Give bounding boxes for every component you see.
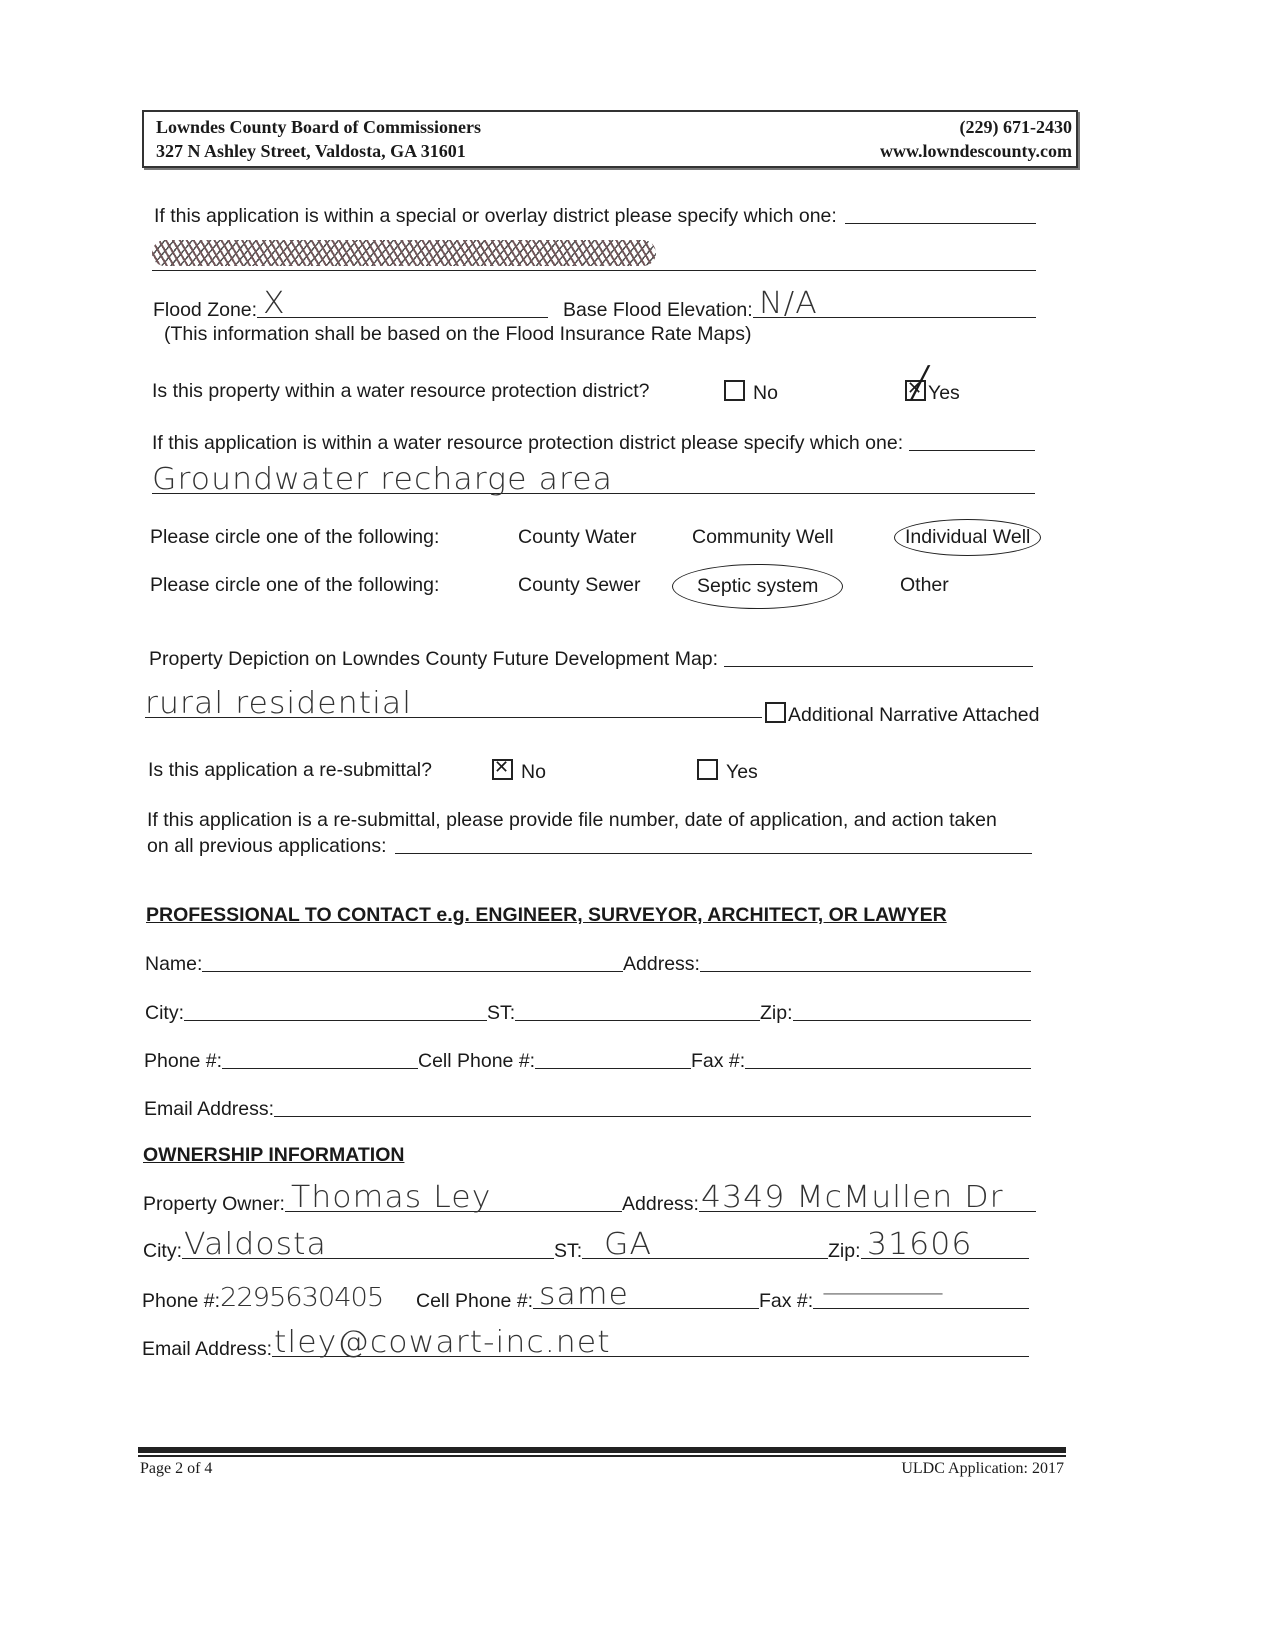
owner-st-field (554, 1227, 828, 1263)
owner-email-field (142, 1325, 1029, 1361)
option-individual-well-circled[interactable]: Individual Well (894, 519, 1041, 556)
no-label: No (753, 382, 778, 404)
flood-zone-label: Flood Zone: (153, 299, 258, 321)
owner-email-input[interactable] (272, 1325, 1029, 1360)
owner-cell-value: same (539, 1277, 630, 1312)
label: Email Address: (142, 1338, 273, 1360)
pro-phone-field (144, 1043, 418, 1073)
label: Address: (623, 953, 700, 975)
label: Cell Phone #: (416, 1290, 534, 1312)
resubmittal-yes[interactable] (697, 759, 758, 784)
flood-note: (This information shall be based on the Flood Insurance Rate Maps) (164, 323, 752, 345)
footer-rule-thin (138, 1455, 1066, 1457)
no-label: No (521, 761, 546, 783)
pro-email-input[interactable] (274, 1086, 1031, 1117)
details-input[interactable] (395, 823, 1032, 854)
label: City: (143, 1240, 182, 1262)
pro-cell-field (418, 1043, 691, 1073)
owner-fax-value: — (817, 1281, 956, 1306)
pro-email-field (144, 1091, 1031, 1121)
water-district-no[interactable] (724, 380, 778, 405)
pro-city-field (145, 995, 487, 1025)
water-source-label: Please circle one of the following: (150, 526, 440, 548)
label: Address: (622, 1193, 699, 1215)
check-mark-icon: ╱ (911, 367, 930, 400)
fdm-label: Property Depiction on Lowndes County Future Development Map: (149, 648, 719, 670)
sewer-label: Please circle one of the following: (150, 574, 440, 596)
owner-fax-input[interactable] (813, 1278, 1029, 1309)
owner-city-input[interactable] (182, 1227, 554, 1262)
owner-address-input[interactable] (699, 1180, 1036, 1215)
water-district-yes[interactable] (905, 367, 960, 405)
pro-st-input[interactable] (515, 990, 760, 1021)
owner-city-field (143, 1227, 554, 1263)
flood-zone-input[interactable] (257, 286, 548, 321)
owner-cell-input[interactable] (533, 1277, 759, 1312)
org-phone: (229) 671-2430 (959, 117, 1072, 137)
pro-zip-field (760, 995, 1031, 1025)
page-number: Page 2 of 4 (140, 1460, 213, 1477)
pro-phone-input[interactable] (222, 1038, 418, 1069)
pro-fax-field (691, 1043, 1031, 1073)
water-district-value: Groundwater recharge area (152, 462, 614, 497)
narrative-attached[interactable] (765, 702, 1039, 727)
fdm-answer (145, 686, 762, 722)
bfe-input[interactable] (753, 286, 1036, 321)
owner-zip-value: 31606 (866, 1227, 972, 1262)
scribbled-out-text (152, 240, 656, 266)
label: Zip: (828, 1240, 861, 1262)
owner-input[interactable] (285, 1180, 622, 1215)
owner-email-value: tley@cowart-inc.net (274, 1325, 611, 1360)
overlay-line[interactable] (845, 193, 1036, 224)
water-district-answer (152, 462, 1035, 498)
water-district-input[interactable] (152, 462, 1035, 497)
pro-name-field (145, 946, 623, 976)
owner-cell-field (416, 1277, 759, 1313)
form-id: ULDC Application: 2017 (901, 1460, 1064, 1477)
resubmittal-no[interactable] (492, 759, 546, 784)
pro-address-field (623, 946, 1031, 976)
pro-st-field (487, 995, 760, 1025)
yes-label: Yes (726, 761, 758, 783)
option-county-sewer[interactable]: County Sewer (518, 574, 641, 596)
pro-city-input[interactable] (184, 990, 487, 1021)
overlay-answer-line (152, 270, 1036, 271)
owner-phone-value: 2295630405 (220, 1283, 384, 1313)
label: Email Address: (144, 1098, 275, 1120)
label: Fax #: (759, 1290, 814, 1312)
overlay-field (154, 198, 1036, 228)
pro-zip-input[interactable] (793, 990, 1031, 1021)
label: Property Owner: (143, 1193, 285, 1215)
option-community-well[interactable]: Community Well (692, 526, 834, 548)
yes-label: Yes (928, 382, 960, 404)
ownership-heading: OWNERSHIP INFORMATION (143, 1144, 405, 1166)
org-website: www.lowndescounty.com (879, 141, 1072, 161)
checked-checkbox[interactable] (905, 367, 930, 401)
resubmittal-details-field (147, 828, 1032, 858)
owner-field (143, 1180, 622, 1216)
bfe-label: Base Flood Elevation: (563, 299, 753, 321)
professional-heading: PROFESSIONAL TO CONTACT e.g. ENGINEER, SURVEYOR, ARCHITECT, OR LAWYER (146, 904, 947, 926)
owner-fax-field (759, 1283, 1029, 1313)
owner-st-value: GA (604, 1227, 653, 1262)
owner-value: Thomas Ley (290, 1180, 492, 1215)
checked-checkbox[interactable] (492, 759, 513, 780)
label: ST: (554, 1240, 583, 1262)
option-septic-system-circled[interactable]: Septic system (672, 564, 843, 609)
bfe-value: N/A (758, 286, 818, 321)
label: ST: (487, 1002, 516, 1024)
flood-zone-field (153, 286, 548, 322)
owner-zip-field (828, 1227, 1029, 1263)
org-name: Lowndes County Board of Commissioners (156, 117, 482, 137)
resubmittal-question: Is this application a re-submittal? (148, 759, 432, 781)
option-other[interactable]: Other (900, 574, 949, 596)
owner-address-value: 4349 McMullen Dr (700, 1180, 1004, 1215)
water-district-question: Is this property within a water resource protection district? (152, 380, 650, 402)
label: Phone #: (144, 1050, 223, 1072)
overlay-label: If this application is within a special or overlay district please specify which one: (154, 205, 837, 227)
water-district-specify (152, 425, 1035, 455)
checkbox[interactable] (697, 759, 718, 780)
owner-zip-input[interactable] (861, 1227, 1029, 1262)
pro-cell-input[interactable] (535, 1038, 691, 1069)
fdm-value: rural residential (145, 686, 413, 721)
label: Name: (145, 953, 203, 975)
owner-st-input[interactable] (582, 1227, 828, 1262)
specify-line (909, 420, 1035, 451)
label: Zip: (760, 1002, 793, 1024)
owner-phone-input[interactable] (220, 1279, 416, 1313)
owner-city-value: Valdosta (184, 1227, 327, 1262)
pro-fax-input[interactable] (745, 1038, 1031, 1069)
fdm-field (149, 641, 1033, 671)
details-label: on all previous applications: (147, 835, 387, 857)
fdm-line (724, 636, 1033, 667)
checkbox[interactable] (724, 380, 745, 401)
bfe-field (563, 286, 1036, 322)
pro-name-input[interactable] (202, 941, 623, 972)
label: Fax #: (691, 1050, 746, 1072)
owner-phone-field (142, 1283, 416, 1313)
footer-rule (138, 1447, 1066, 1453)
specify-label: If this application is within a water resource protection district please specify which one: (152, 432, 904, 454)
option-county-water[interactable]: County Water (518, 526, 637, 548)
org-address: 327 N Ashley Street, Valdosta, GA 31601 (156, 141, 466, 161)
letterhead (142, 110, 1078, 168)
narrative-label: Additional Narrative Attached (788, 704, 1040, 726)
checkbox[interactable] (765, 702, 786, 723)
pro-address-input[interactable] (700, 941, 1031, 972)
label: City: (145, 1002, 184, 1024)
label: Phone #: (142, 1290, 221, 1312)
owner-address-field (622, 1180, 1036, 1216)
resubmittal-details: If this application is a re-submittal, please provide file number, date of application, and action taken (147, 809, 997, 831)
fdm-input[interactable] (145, 686, 762, 721)
label: Cell Phone #: (418, 1050, 536, 1072)
flood-zone-value: X (263, 286, 286, 321)
